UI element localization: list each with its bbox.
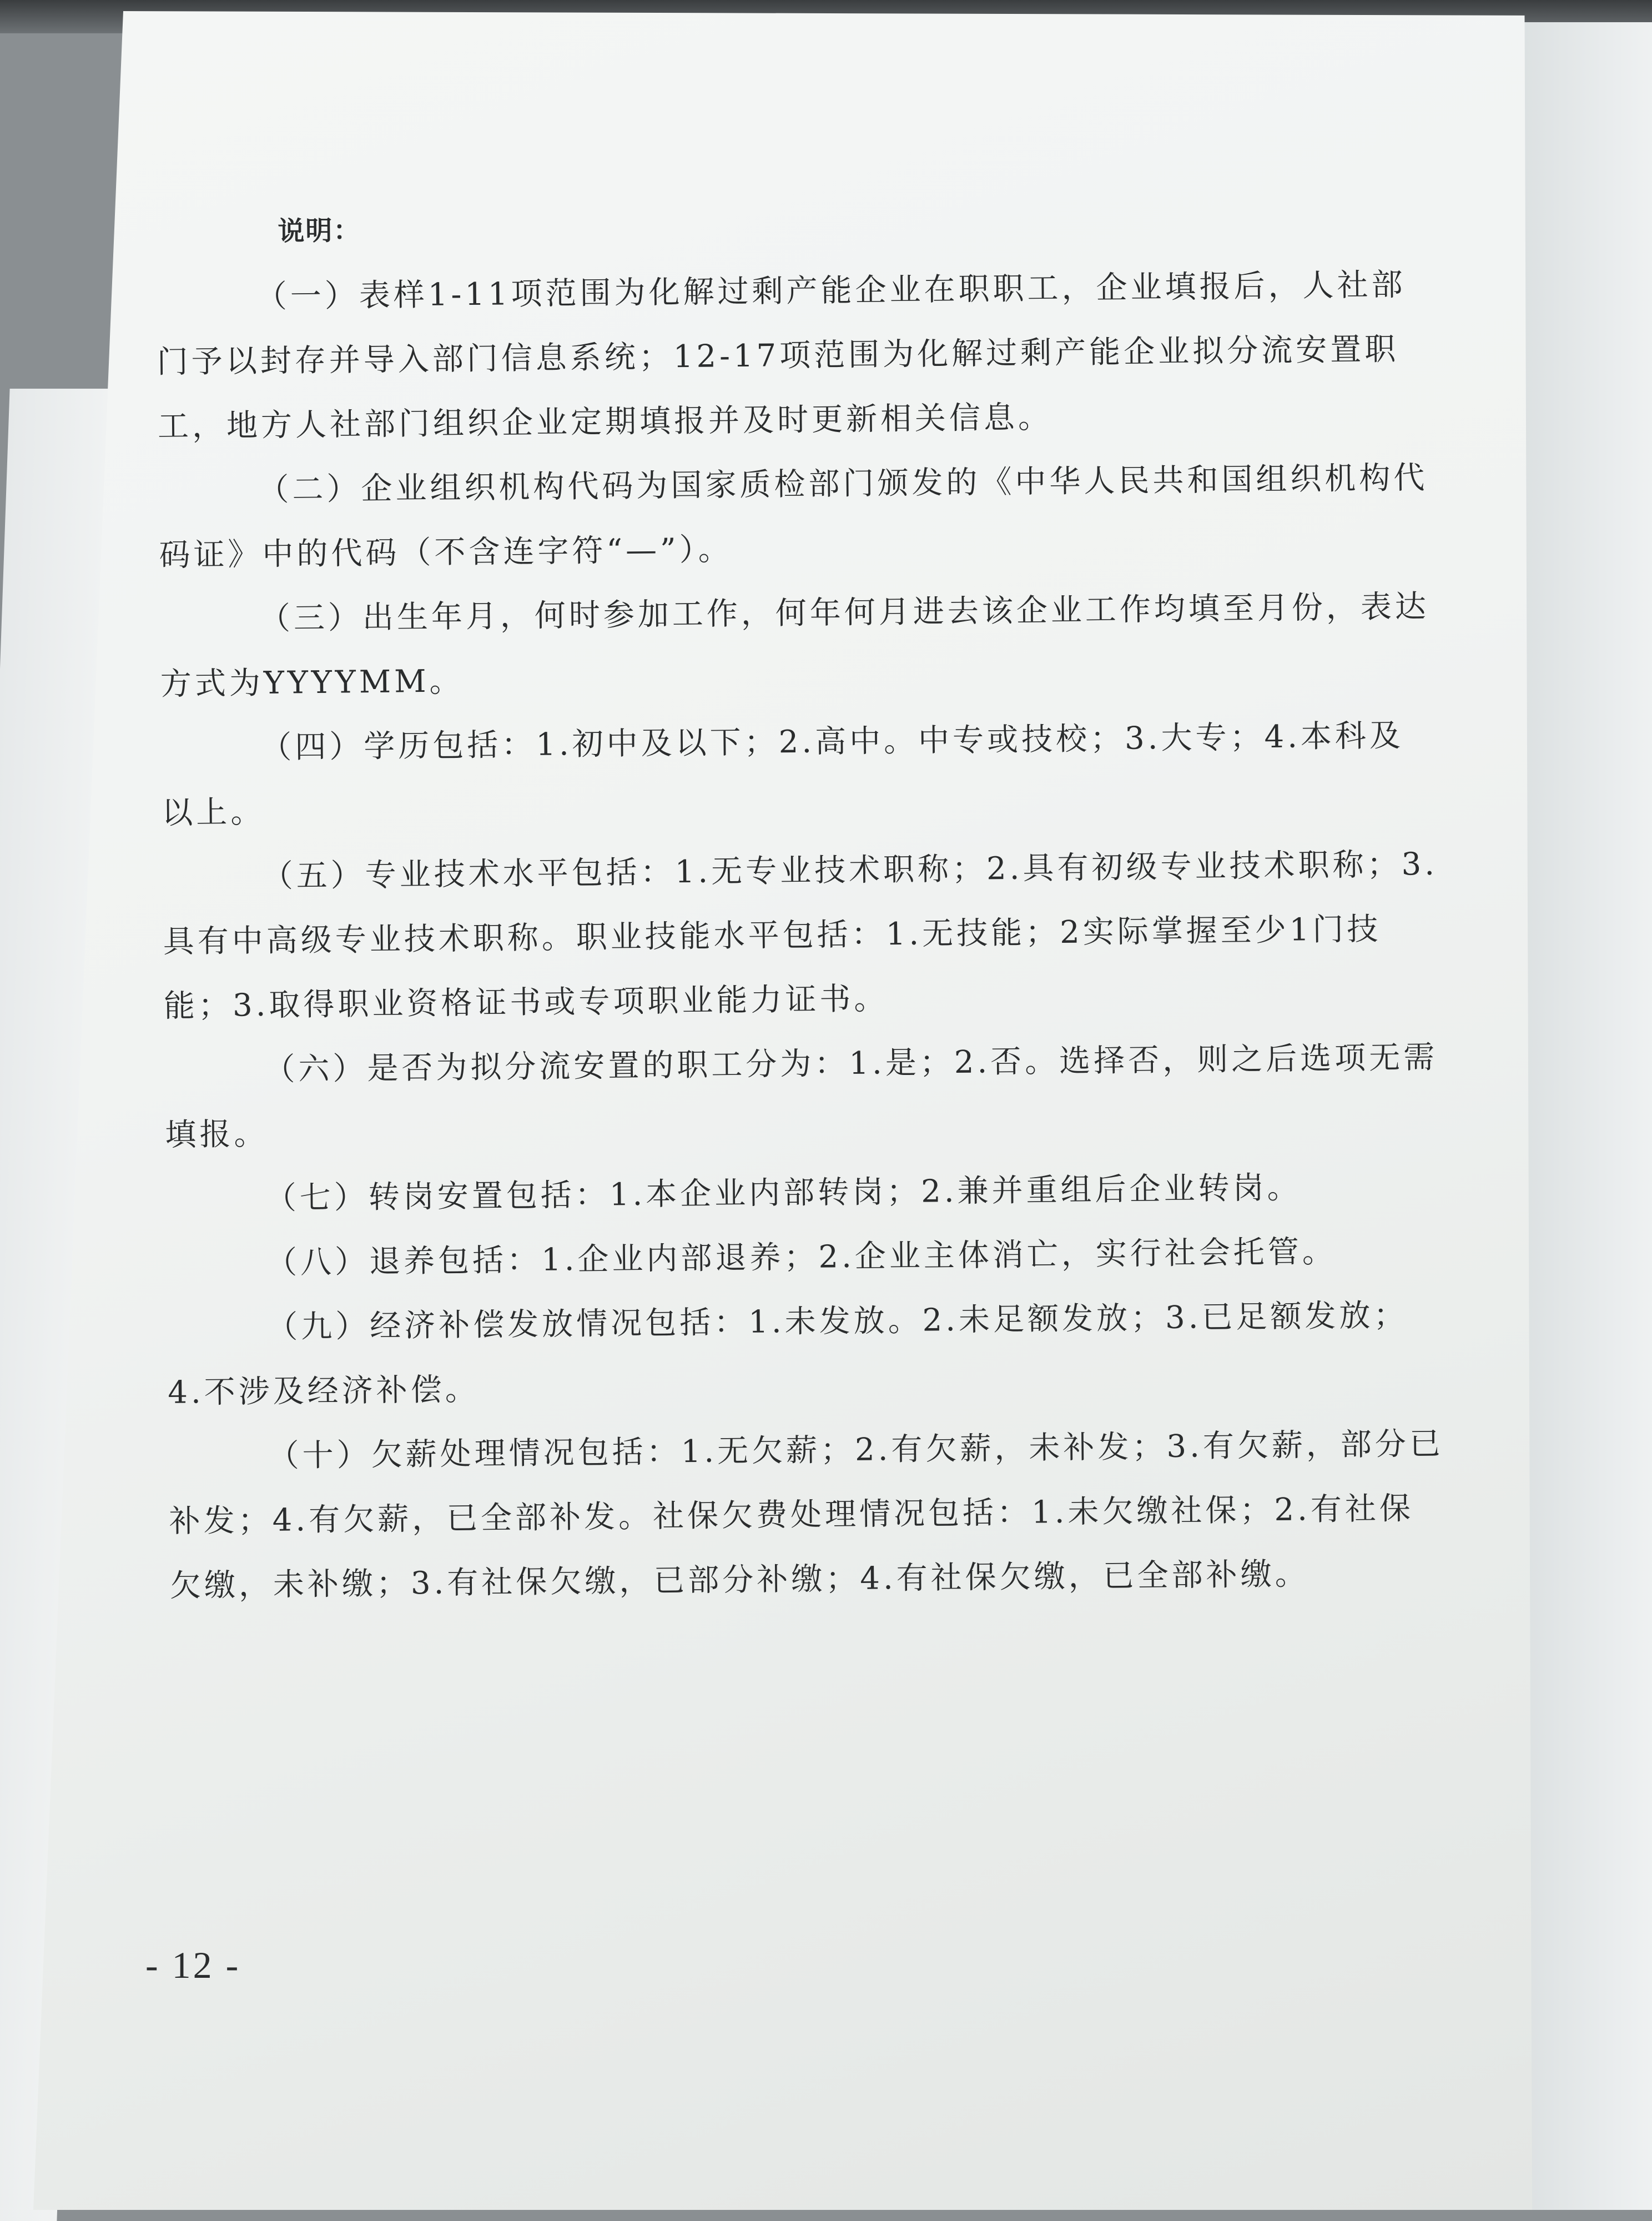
note-4: （四）学历包括：1.初中及以下；2.高中。中专或技校；3.大专；4.本科及以上。: [162, 717, 1404, 831]
page-number: - 12 -: [145, 1944, 241, 1986]
note-5: （五）专业技术水平包括：1.无专业技术职称；2.具有初级专业技术职称；3.具有中高级专业技术职称。职业技能水平包括：1.无技能；2实际掌握至少1门技能；3.取得职业资格证书或专项职业能力证书。: [163, 846, 1438, 1024]
underlying-sheet-right: [1510, 22, 1652, 2210]
note-6: （六）是否为拟分流安置的职工分为：1.是；2.否。选择否，则之后选项无需填报。: [165, 1039, 1438, 1153]
note-8: （八）退养包括：1.企业内部退养；2.企业主体消亡，实行社会托管。: [265, 1233, 1337, 1282]
note-9: （九）经济补偿发放情况包括：1.未发放。2.未足额发放；3.已足额发放；4.不涉及经济补偿。: [167, 1297, 1408, 1411]
note-7: （七）转岗安置包括：1.本企业内部转岗；2.兼并重组后企业转岗。: [265, 1169, 1302, 1217]
note-3: （三）出生年月，何时参加工作，何年何月进去该企业工作均填至月份，表达方式为YYYYMM。: [160, 589, 1430, 702]
notes-heading: 说明：: [278, 215, 361, 247]
document-content: [155, 198, 1447, 1619]
note-10: （十）欠薪处理情况包括：1.无欠薪；2.有欠薪，未补发；3.有欠薪，部分已补发；4.有欠薪，已全部补发。社保欠费处理情况包括：1.未欠缴社保；2.有社保欠缴，未补缴；3.有社保欠缴，已部分补缴；4.有社保欠缴，已全部补缴。: [169, 1425, 1444, 1604]
note-1: （一）表样1-11项范围为化解过剩产能企业在职职工，企业填报后，人社部门予以封存并导入部门信息系统；12-17项范围为化解过剩产能企业拟分流安置职工，地方人社部门组织企业定期填报并及时更新相关信息。: [157, 267, 1406, 445]
note-2: （二）企业组织机构代码为国家质检部门颁发的《中华人民共和国组织机构代码证》中的代码（不含连字符“—”）。: [159, 460, 1428, 574]
